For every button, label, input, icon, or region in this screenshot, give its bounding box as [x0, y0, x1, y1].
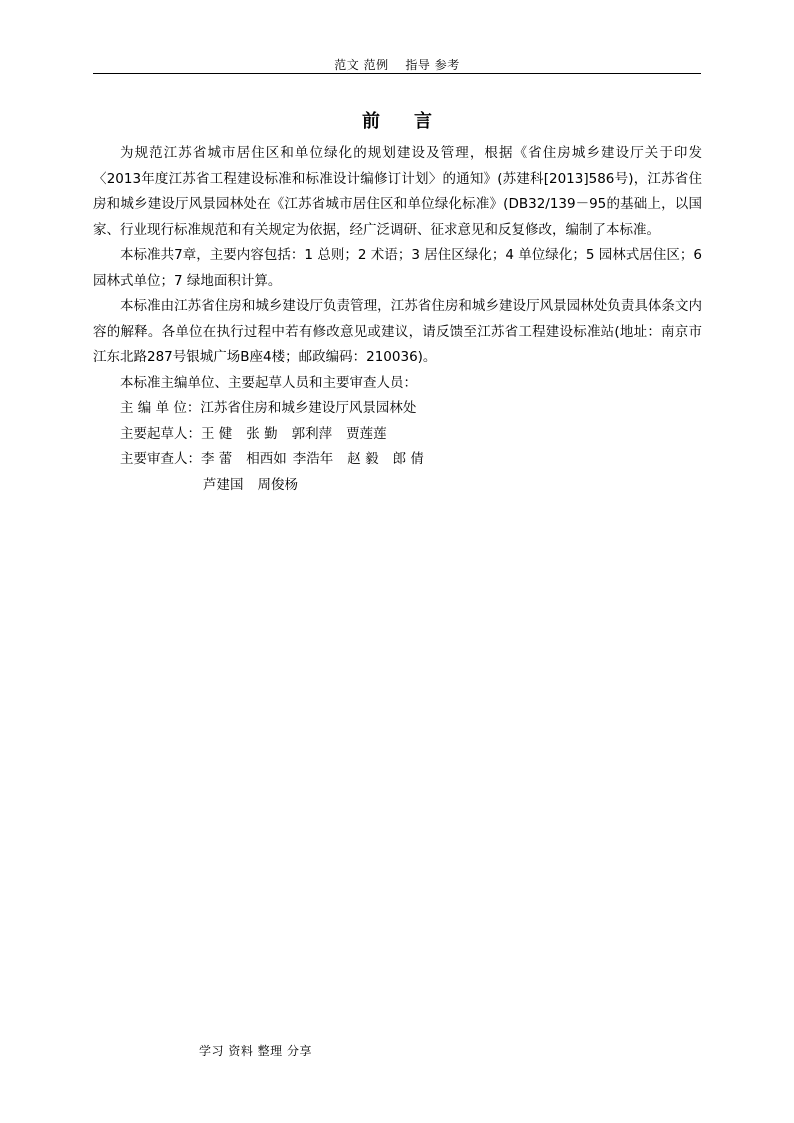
drafter-name: 王 健 — [201, 425, 233, 442]
editor-unit-label: 主 编 单 位： — [120, 400, 201, 416]
editor-unit-value: 江苏省住房和城乡建设厅风景园林处 — [200, 400, 417, 416]
paragraph-credits-intro: 本标准主编单位、主要起草人员和主要审查人员： — [120, 374, 417, 391]
header-divider — [93, 73, 701, 74]
reviewers-line-continued — [93, 473, 702, 499]
page-title: 前 言 — [362, 111, 440, 132]
drafter-name: 贾莲莲 — [346, 425, 387, 442]
reviewer-name: 周俊杨 — [257, 476, 298, 493]
reviewer-name: 芦建国 — [203, 476, 244, 493]
reviewers-label: 主要审查人： — [120, 451, 201, 467]
editor-unit-line — [93, 396, 702, 422]
paragraph-intro: 为规范江苏省城市居住区和单位绿化的规划建设及管理，根据《省住房城乡建设厅关于印发〈2013年度江苏省工程建设标准和标准设计编修订计划〉的通知》(苏建科[2013]586号)，江苏省住房和城乡建设厅风景园林处在《江苏省城市居住区和单位绿化标准》(DB32/139－95的基础上，以国家、行业现行标准规范和有关规定为依据，经广泛调研、征求意见和反复修改，编制了本标准。 — [93, 145, 702, 238]
reviewer-name: 赵 毅 — [347, 451, 379, 467]
drafter-name: 张 勤 — [246, 425, 278, 442]
reviewer-name: 相西如 — [246, 451, 287, 467]
page-header: 范文 范例 指导 参考 — [334, 58, 460, 72]
reviewer-name: 李 蕾 — [201, 451, 233, 467]
page-footer: 学习 资料 整理 分享 — [199, 1044, 312, 1058]
drafter-name: 郭利萍 — [291, 425, 333, 442]
paragraph-contents: 本标准共7章，主要内容包括：1 总则；2 术语；3 居住区绿化；4 单位绿化；5 园林式居住区；6 园林式单位；7 绿地面积计算。 — [93, 247, 702, 289]
drafters-label: 主要起草人： — [120, 425, 201, 442]
reviewer-name: 郎 倩 — [392, 451, 424, 467]
reviewers-line — [93, 447, 702, 473]
reviewer-name: 李浩年 — [292, 451, 334, 467]
document-body — [93, 141, 702, 498]
paragraph-management: 本标准由江苏省住房和城乡建设厅负责管理，江苏省住房和城乡建设厅风景园林处负责具体条文内容的解释。各单位在执行过程中若有修改意见或建议，请反馈至江苏省工程建设标准站(地址：南京市江东北路287号银城广场B座4楼；邮政编码：210036)。 — [93, 298, 702, 365]
drafters-line — [93, 422, 702, 448]
